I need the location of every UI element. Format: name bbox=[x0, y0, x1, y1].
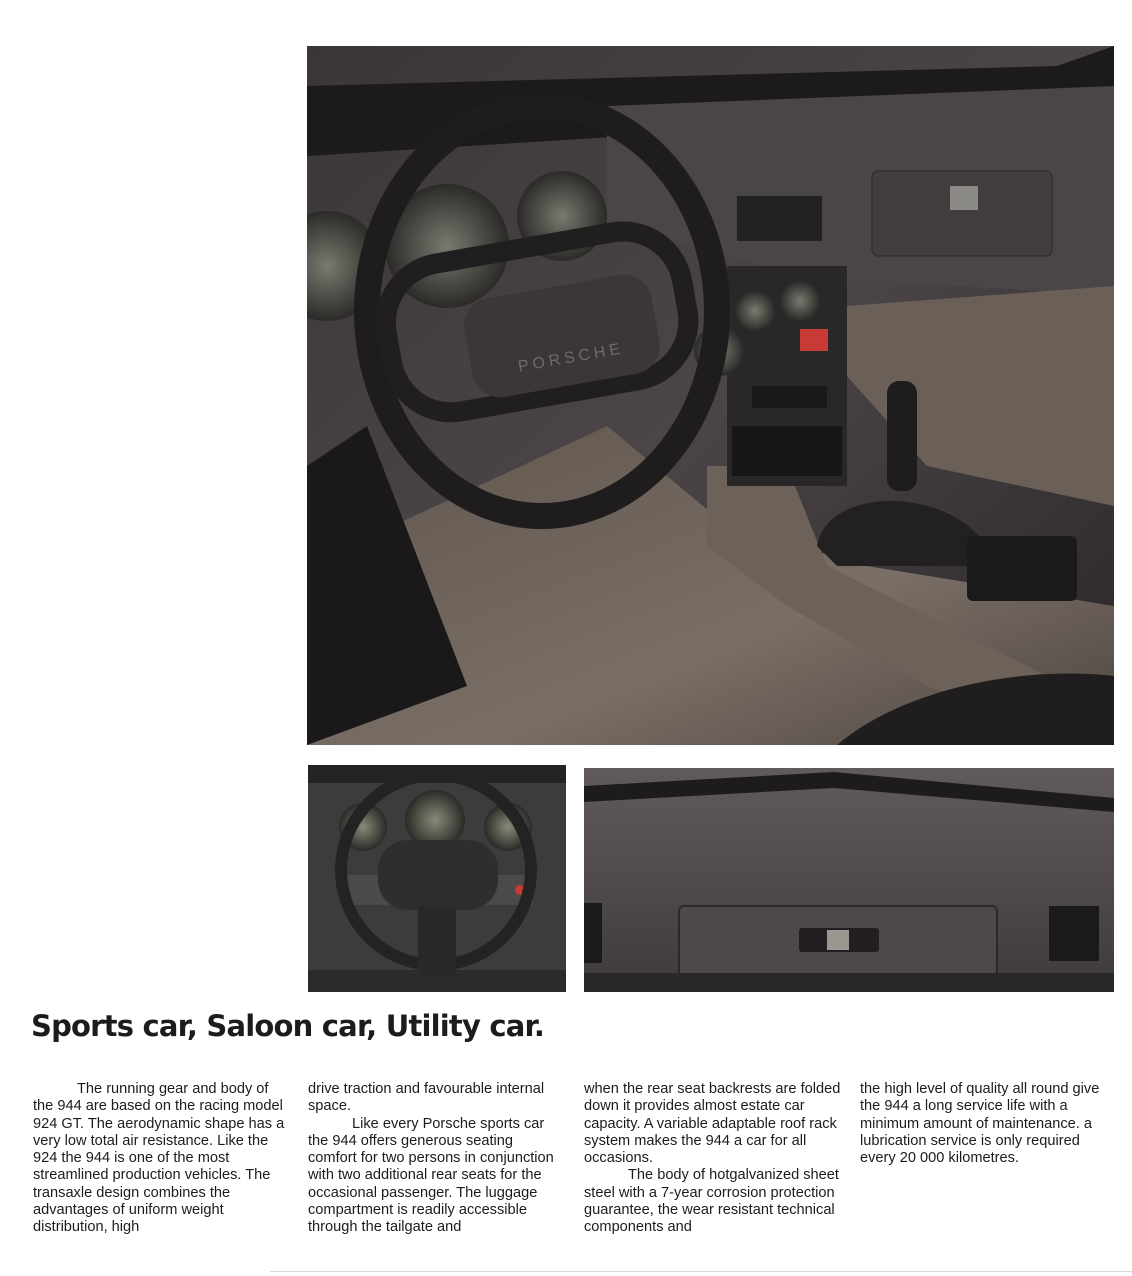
text-column-1 bbox=[33, 1081, 288, 1237]
interior-photo-steering bbox=[308, 765, 566, 992]
footer-divider bbox=[270, 1271, 1132, 1272]
headline: Sports car, Saloon car, Utility car. bbox=[31, 1009, 545, 1043]
paragraph: The body of hotgalvanized sheet steel with a 7-year corrosion protection guarantee, the wear resistant technical components and bbox=[584, 1167, 839, 1236]
interior-photo-main bbox=[307, 46, 1114, 745]
paragraph: drive traction and favourable internal space. bbox=[308, 1081, 545, 1115]
car-interior-photo-icon bbox=[307, 46, 1114, 745]
dashboard-photo bbox=[584, 768, 1114, 992]
paragraph: Like every Porsche sports car the 944 offers generous seating comfort for two persons in conjunction with two additional rear seats for the occasional passenger. The luggage compartment is readily accessible through the tailgate and bbox=[308, 1115, 554, 1236]
text-column-2 bbox=[308, 1081, 563, 1237]
porsche-logo-text: PORSCHE bbox=[516, 340, 626, 376]
steering-wheel-photo-icon bbox=[308, 765, 566, 992]
text-column-3 bbox=[584, 1081, 846, 1237]
paragraph: the high level of quality all round give the 944 a long service life with a minimum amount of maintenance. a lubrication service is only required every 20 000 kilometres. bbox=[860, 1081, 1100, 1167]
dashboard-glovebox-photo-icon bbox=[584, 768, 1114, 992]
paragraph: when the rear seat backrests are folded down it provides almost estate car capacity. A variable adaptable roof rack system makes the 944 a car for all occasions. bbox=[584, 1081, 841, 1167]
paragraph: The running gear and body of the 944 are based on the racing model 924 GT. The aerodynamic shape has a very low total air resistance. Like the 924 the 944 is one of the most streamlined production vehicles. The transaxle design combines the advantages of uniform weight distribution, high bbox=[33, 1081, 285, 1236]
text-column-4 bbox=[860, 1081, 1115, 1167]
